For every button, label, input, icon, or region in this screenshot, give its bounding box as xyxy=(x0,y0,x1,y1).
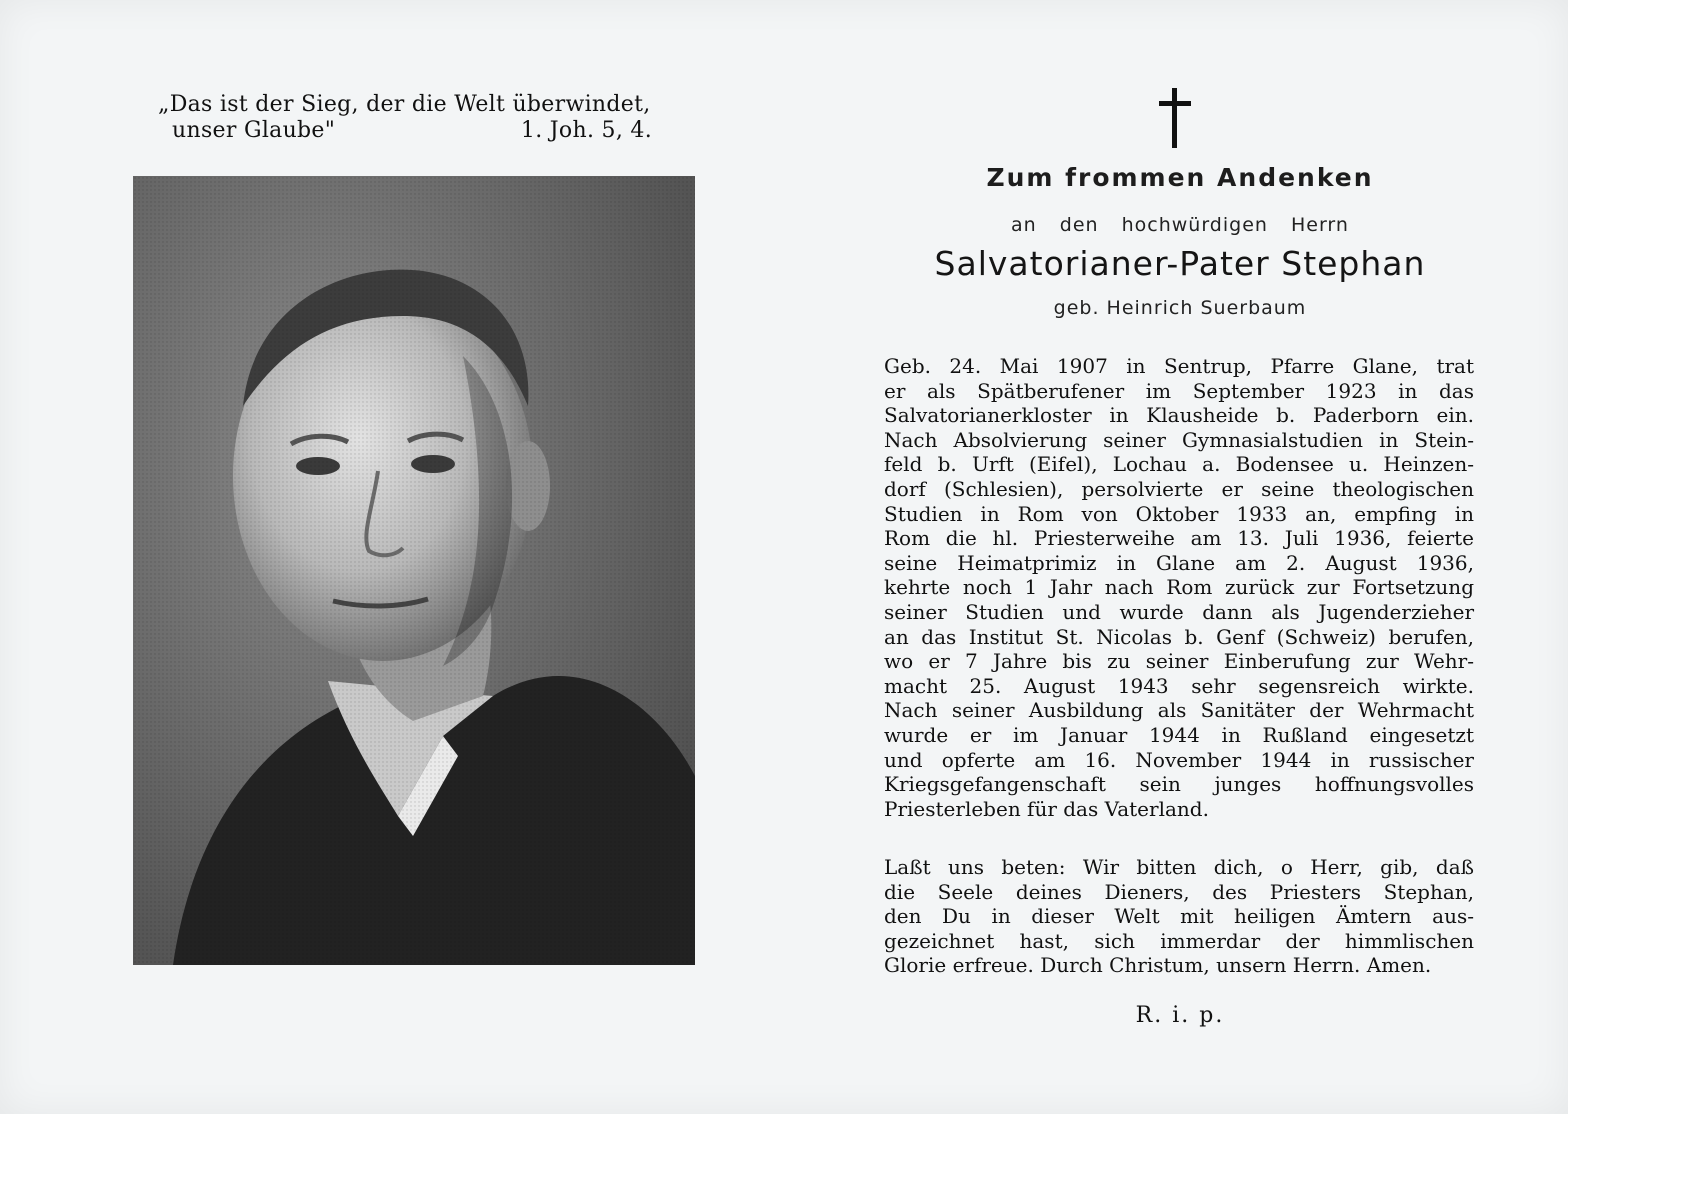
biography-line: kehrte noch 1 Jahr nach Rom zurück zur Fortsetzung xyxy=(884,575,1474,600)
bible-quote-text: unser Glaube" xyxy=(172,118,336,143)
biography-line: dorf (Schlesien), persolvierte er seine theologischen xyxy=(884,476,1474,501)
prayer-line: die Seele deines Dieners, des Priesters Stephan, xyxy=(884,879,1474,904)
biography-line: Nach seiner Ausbildung als Sanitäter der Wehrmacht xyxy=(884,698,1474,723)
biography-line: Rom die hl. Priesterweihe am 13. Juli 1936, feierte xyxy=(884,526,1474,551)
cross-icon xyxy=(1157,88,1193,148)
bible-quote-reference: 1. Joh. 5, 4. xyxy=(520,118,652,143)
closing-rip: R. i. p. xyxy=(1135,1003,1225,1028)
bible-quote xyxy=(158,92,658,144)
biography-line: seine Heimatprimiz in Glane am 2. August 1936, xyxy=(884,550,1474,575)
biography-line: Salvatorianerkloster in Klausheide b. Paderborn ein. xyxy=(884,403,1474,428)
biography-line: Geb. 24. Mai 1907 in Sentrup, Pfarre Glane, trat xyxy=(884,354,1474,378)
biography-line: und opferte am 16. November 1944 in russischer xyxy=(884,747,1474,772)
biography-line: Studien in Rom von Oktober 1933 an, empfing in xyxy=(884,501,1474,526)
biography-line: macht 25. August 1943 sehr segensreich wirkte. xyxy=(884,673,1474,698)
page-title: Zum frommen Andenken xyxy=(986,163,1374,192)
biography-line: er als Spätberufener im September 1923 in das xyxy=(884,378,1474,403)
biography-line: seiner Studien und wurde dann als Jugenderzieher xyxy=(884,599,1474,624)
prayer-line: den Du in dieser Welt mit heiligen Ämtern aus- xyxy=(884,904,1474,929)
prayer-line: Glorie erfreue. Durch Christum, unsern Herrn. Amen. xyxy=(884,953,1432,978)
birth-name: geb. Heinrich Suerbaum xyxy=(1053,297,1307,319)
biography-line: Kriegsgefangenschaft sein junges hoffnungsvolles xyxy=(884,772,1474,797)
biography-line: wo er 7 Jahre bis zu seiner Einberufung zur Wehr- xyxy=(884,649,1474,674)
portrait-image xyxy=(133,176,695,965)
portrait-photo xyxy=(133,176,695,965)
biography-line: an das Institut St. Nicolas b. Genf (Schweiz) berufen, xyxy=(884,624,1474,649)
dedication-line: an den hochwürdigen Herrn xyxy=(1011,214,1349,236)
biography-line: feld b. Urft (Eifel), Lochau a. Bodensee u. Heinzen- xyxy=(884,452,1474,477)
deceased-name: Salvatorianer-Pater Stephan xyxy=(934,244,1426,283)
prayer xyxy=(884,855,1474,978)
biography-line: wurde er im Januar 1944 in Rußland eingesetzt xyxy=(884,722,1474,747)
biography-line: Priesterleben für das Vaterland. xyxy=(884,796,1209,821)
biography-line: Nach Absolvierung seiner Gymnasialstudien in Stein- xyxy=(884,427,1474,452)
bible-quote-line-2 xyxy=(158,118,658,144)
biography xyxy=(884,354,1474,821)
prayer-line: gezeichnet hast, sich immerdar der himmlischen xyxy=(884,928,1474,953)
prayer-line: Laßt uns beten: Wir bitten dich, o Herr, gib, daß xyxy=(884,855,1474,879)
bible-quote-line-1: „Das ist der Sieg, der die Welt überwindet, xyxy=(158,92,651,117)
